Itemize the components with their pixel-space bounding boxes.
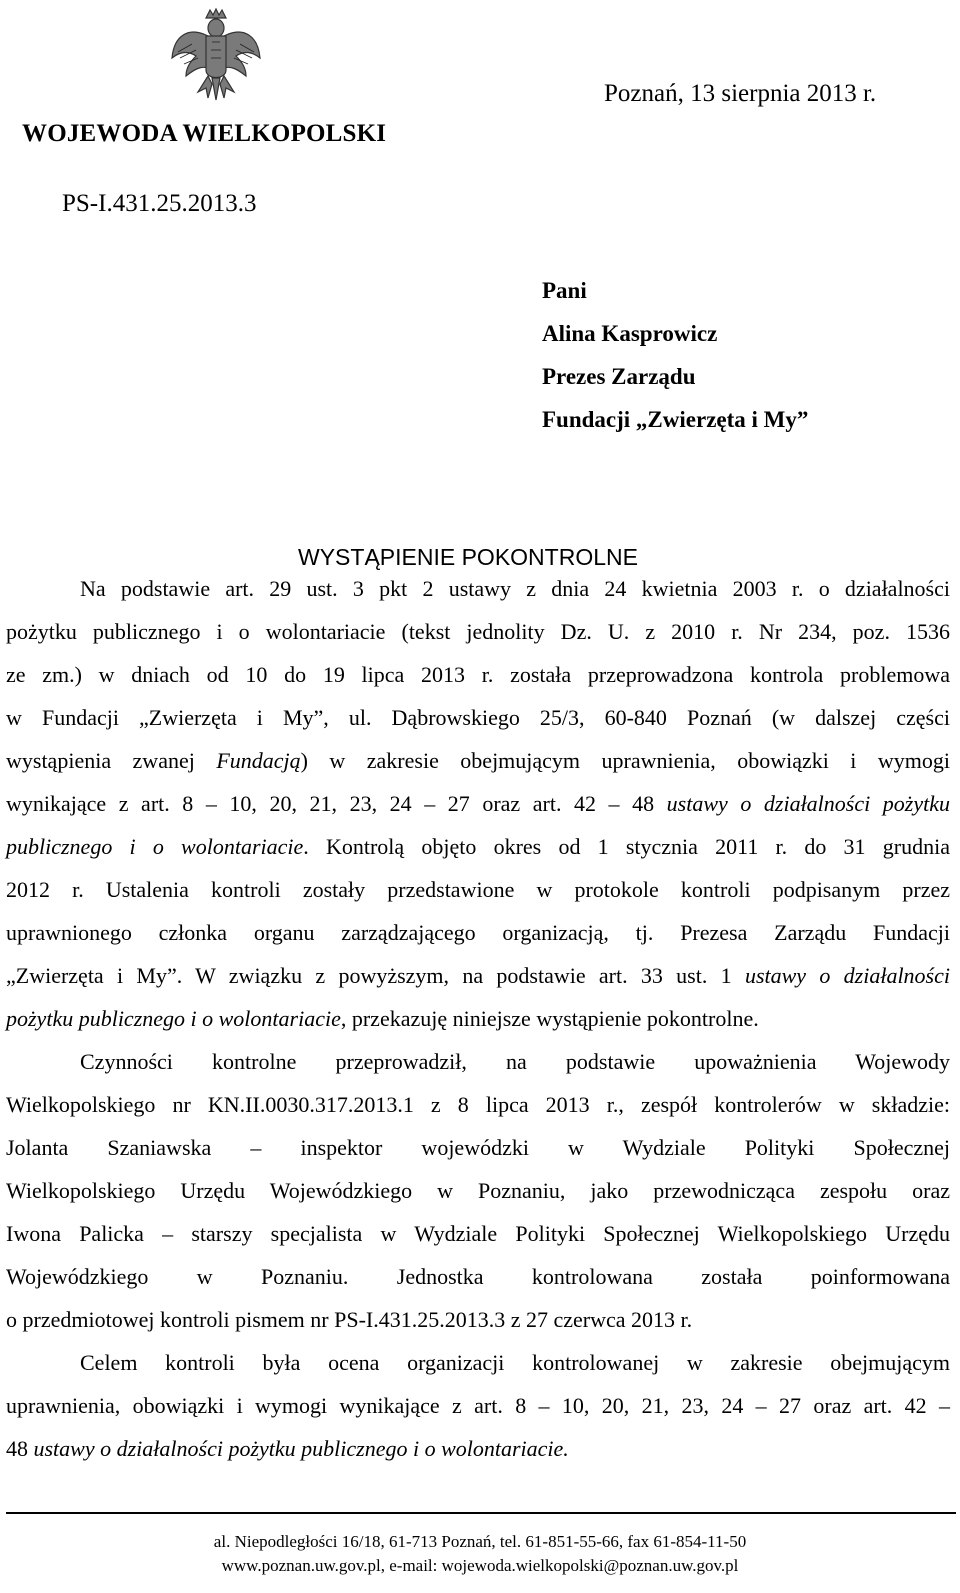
- case-signature: PS-I.431.25.2013.3: [62, 190, 257, 217]
- document-title: WYSTĄPIENIE POKONTROLNE: [298, 544, 638, 570]
- body-line: o przedmiotowej kontroli pismem nr PS-I.431.25.2013.3 z 27 czerwca 2013 r.: [6, 1307, 693, 1332]
- text-run: , przekazuję niniejsze wystąpienie pokontrolne.: [340, 1006, 759, 1031]
- letter-date: Poznań, 13 sierpnia 2013 r.: [604, 80, 877, 107]
- body-line: pożytku publicznego i o wolontariacie (tekst jednolity Dz. U. z 2010 r. Nr 234, poz. 1536: [6, 619, 950, 644]
- body-line: uprawnienia, obowiązki i wymogi wynikające z art. 8 – 10, 20, 21, 23, 24 – 27 oraz art. 42 –: [6, 1393, 950, 1418]
- body-line: 2012 r. Ustalenia kontroli zostały przedstawione w protokole kontroli podpisanym przez: [6, 877, 950, 902]
- body-line: Wielkopolskiego nr KN.II.0030.317.2013.1 z 8 lipca 2013 r., zespół kontrolerów w składzie:: [6, 1092, 950, 1117]
- addressee-organization: Fundacji „Zwierzęta i My”: [542, 407, 809, 432]
- text-run: 48: [6, 1436, 34, 1461]
- text-run: . Kontrolą objęto okres od 1 stycznia 2011 r. do 31 grudnia: [303, 834, 950, 859]
- body-line: Na podstawie art. 29 ust. 3 pkt 2 ustawy z dnia 24 kwietnia 2003 r. o działalności: [80, 576, 950, 601]
- body-line: Iwona Palicka – starszy specjalista w Wydziale Polityki Społecznej Wielkopolskiego Urzędu: [6, 1221, 950, 1246]
- body-line: Jolanta Szaniawska – inspektor wojewódzki w Wydziale Polityki Społecznej: [6, 1135, 950, 1160]
- body-line: Wojewódzkiego w Poznaniu. Jednostka kontrolowana została poinformowana: [6, 1264, 950, 1289]
- footer-contact: www.poznan.uw.gov.pl, e-mail: wojewoda.wielkopolski@poznan.uw.gov.pl: [221, 1556, 739, 1575]
- body-line: ze zm.) w dniach od 10 do 19 lipca 2013 r. została przeprowadzona kontrola problemowa: [6, 662, 950, 687]
- text-run: wynikające z art. 8 – 10, 20, 21, 23, 24 – 27 oraz art. 42 – 48: [6, 791, 667, 816]
- polish-eagle-emblem-icon: [168, 6, 264, 104]
- body-line: [6, 955, 950, 997]
- body-line: [6, 740, 950, 782]
- text-run-italic: publicznego i o wolontariacie: [6, 834, 304, 859]
- text-run: „Zwierzęta i My”. W związku z powyższym, na podstawie art. 33 ust. 1: [6, 963, 745, 988]
- text-run-italic: ustawy o działalności: [744, 963, 950, 988]
- body-line: w Fundacji „Zwierzęta i My”, ul. Dąbrowskiego 25/3, 60-840 Poznań (w dalszej części: [6, 705, 950, 730]
- body-line: uprawnionego członka organu zarządzającego organizacją, tj. Prezesa Zarządu Fundacji: [6, 920, 950, 945]
- text-run-italic: ustawy o działalności pożytku: [666, 791, 950, 816]
- text-run: wystąpienia zwanej: [6, 748, 217, 773]
- body-line: [6, 1428, 950, 1470]
- issuing-authority: WOJEWODA WIELKOPOLSKI: [22, 120, 387, 147]
- body-line: [6, 826, 950, 868]
- text-run: ) w zakresie obejmującym uprawnienia, obowiązki i wymogi: [300, 748, 950, 773]
- body-line: Celem kontroli była ocena organizacji kontrolowanej w zakresie obejmującym: [80, 1350, 950, 1375]
- text-run-italic: pożytku publicznego i o wolontariacie: [6, 1006, 341, 1031]
- footer-address: al. Niepodległości 16/18, 61-713 Poznań, tel. 61-851-55-66, fax 61-854-11-50: [213, 1532, 747, 1551]
- text-run-italic: ustawy o działalności pożytku publicznego i o wolontariacie.: [33, 1436, 569, 1461]
- addressee-salutation: Pani: [542, 278, 587, 303]
- body-line: [6, 783, 950, 825]
- body-line: Wielkopolskiego Urzędu Wojewódzkiego w Poznaniu, jako przewodnicząca zespołu oraz: [6, 1178, 950, 1203]
- body-line: [6, 998, 950, 1040]
- addressee-position: Prezes Zarządu: [542, 364, 696, 389]
- body-line: Czynności kontrolne przeprowadził, na podstawie upoważnienia Wojewody: [80, 1049, 950, 1074]
- footer-divider: [6, 1512, 956, 1514]
- addressee-name: Alina Kasprowicz: [542, 321, 718, 346]
- text-run-italic: Fundacją: [216, 748, 301, 773]
